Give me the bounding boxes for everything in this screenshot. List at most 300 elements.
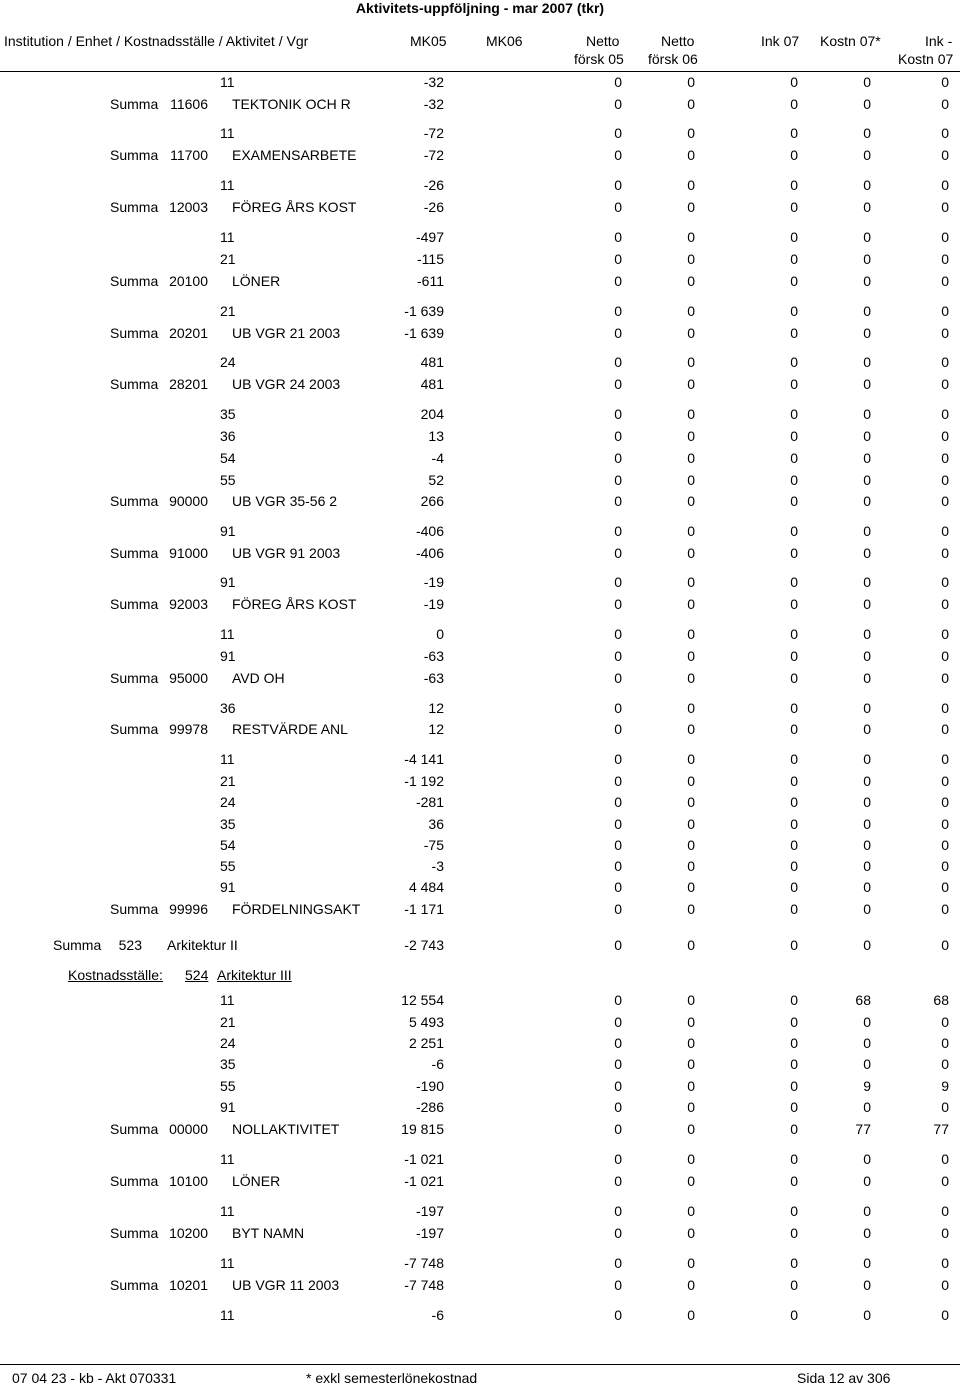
value-cell: 0	[863, 74, 871, 90]
value-cell: -197	[415, 1203, 444, 1219]
summa-label: Summa	[110, 96, 159, 112]
value-cell: 0	[863, 596, 871, 612]
table-row	[0, 645, 960, 667]
summa-name: UB VGR 21 2003	[232, 325, 341, 341]
vgr-code: 24	[220, 794, 236, 810]
value-cell: -72	[423, 125, 444, 141]
value-cell: 0	[790, 1151, 798, 1167]
table-row	[0, 122, 960, 144]
value-cell: 0	[941, 303, 949, 319]
table-row	[0, 1075, 960, 1097]
value-cell: 0	[687, 273, 695, 289]
value-cell: 0	[863, 1203, 871, 1219]
value-cell: 0	[790, 1307, 798, 1323]
value-cell: -63	[423, 670, 444, 686]
summa-row	[0, 1118, 960, 1140]
table-row	[0, 1096, 960, 1118]
value-cell: 0	[863, 901, 871, 917]
value-cell: 0	[863, 428, 871, 444]
header-kostn07: Kostn 07*	[820, 33, 881, 49]
table-row	[0, 989, 960, 1011]
value-cell: -190	[415, 1078, 444, 1094]
header-netto06: Netto	[661, 33, 695, 49]
value-cell: 481	[420, 376, 444, 392]
value-cell: 0	[790, 1255, 798, 1271]
value-cell: 0	[614, 1203, 622, 1219]
vgr-code: 21	[220, 1014, 236, 1030]
value-cell: 0	[614, 648, 622, 664]
value-cell: 52	[428, 472, 444, 488]
value-cell: 0	[614, 596, 622, 612]
value-cell: 0	[790, 1173, 798, 1189]
value-cell: 0	[614, 251, 622, 267]
value-cell: 0	[863, 125, 871, 141]
header-ink-minus: Ink -	[925, 33, 953, 49]
value-cell: 0	[687, 493, 695, 509]
value-cell: 0	[614, 74, 622, 90]
value-cell: -6	[431, 1307, 444, 1323]
vgr-code: 11	[220, 1307, 235, 1323]
value-cell: 0	[687, 1277, 695, 1293]
value-cell: -4 141	[404, 751, 444, 767]
value-cell: 0	[687, 472, 695, 488]
value-cell: 0	[614, 1307, 622, 1323]
value-cell: 0	[790, 1121, 798, 1137]
value-cell: 0	[863, 937, 871, 953]
value-cell: 0	[614, 937, 622, 953]
vgr-code: 91	[220, 648, 236, 664]
footer-left: 07 04 23 - kb - Akt 070331	[12, 1370, 177, 1386]
summa-row	[0, 1274, 960, 1296]
summa-label: Summa	[110, 596, 159, 612]
value-cell: 0	[790, 147, 798, 163]
value-cell: 68	[933, 992, 949, 1008]
value-cell: 0	[790, 700, 798, 716]
value-cell: 0	[790, 74, 798, 90]
value-cell: 0	[687, 428, 695, 444]
kostnadsstalle-number: 524	[185, 967, 209, 983]
value-cell: 0	[941, 376, 949, 392]
summa-number: 90000	[169, 493, 208, 509]
value-cell: 0	[790, 450, 798, 466]
value-cell: -72	[423, 147, 444, 163]
summa-number: 11606	[170, 96, 208, 112]
value-cell: 0	[614, 376, 622, 392]
value-cell: 0	[790, 376, 798, 392]
summa-name: TEKTONIK OCH R	[232, 96, 351, 112]
value-cell: 0	[941, 937, 949, 953]
value-cell: 0	[614, 721, 622, 737]
vgr-code: 11	[220, 751, 235, 767]
value-cell: 0	[863, 837, 871, 853]
vgr-code: 35	[220, 816, 236, 832]
value-cell: 0	[687, 992, 695, 1008]
value-cell: 12	[428, 700, 444, 716]
value-cell: 0	[863, 670, 871, 686]
value-cell: 2 251	[408, 1035, 444, 1051]
summa-row	[0, 93, 960, 115]
summa-row	[0, 1222, 960, 1244]
value-cell: 0	[863, 177, 871, 193]
value-cell: 0	[941, 147, 949, 163]
value-cell: 0	[941, 354, 949, 370]
value-cell: 0	[790, 1035, 798, 1051]
value-cell: 0	[863, 879, 871, 895]
value-cell: 0	[790, 96, 798, 112]
value-cell: 0	[614, 523, 622, 539]
summa-row	[0, 270, 960, 292]
value-cell: 77	[855, 1121, 871, 1137]
value-cell: 0	[687, 147, 695, 163]
summa-row	[0, 490, 960, 512]
table-row	[0, 1011, 960, 1033]
value-cell: 0	[790, 325, 798, 341]
value-cell: 5 493	[408, 1014, 444, 1030]
table-row	[0, 748, 960, 770]
summa-name: UB VGR 11 2003	[232, 1277, 340, 1293]
summa-row	[0, 144, 960, 166]
value-cell: 12 554	[401, 992, 444, 1008]
value-cell: -32	[423, 96, 444, 112]
value-cell: 0	[687, 670, 695, 686]
value-cell: 0	[687, 450, 695, 466]
value-cell: -286	[415, 1099, 444, 1115]
value-cell: 0	[687, 1035, 695, 1051]
table-row	[0, 425, 960, 447]
value-cell: 0	[790, 879, 798, 895]
value-cell: 0	[941, 901, 949, 917]
value-cell: 0	[614, 1078, 622, 1094]
value-cell: 0	[863, 1255, 871, 1271]
value-cell: 0	[941, 1035, 949, 1051]
table-row	[0, 1252, 960, 1274]
value-cell: -26	[423, 199, 444, 215]
value-cell: 0	[941, 96, 949, 112]
value-cell: 0	[614, 837, 622, 853]
value-cell: 0	[941, 493, 949, 509]
vgr-code: 21	[220, 303, 236, 319]
value-cell: 0	[790, 229, 798, 245]
value-cell: -1 639	[404, 325, 444, 341]
value-cell: 0	[687, 523, 695, 539]
value-cell: 0	[941, 858, 949, 874]
value-cell: 0	[687, 1121, 695, 1137]
vgr-code: 91	[220, 523, 236, 539]
value-cell: 0	[687, 1255, 695, 1271]
value-cell: 0	[687, 773, 695, 789]
value-cell: 9	[941, 1078, 949, 1094]
summa-number: 12003	[169, 199, 208, 215]
value-cell: 0	[790, 670, 798, 686]
table-row	[0, 71, 960, 93]
value-cell: -197	[415, 1225, 444, 1241]
vgr-code: 21	[220, 251, 236, 267]
value-cell: 0	[941, 1151, 949, 1167]
value-cell: 0	[863, 1307, 871, 1323]
value-cell: 0	[687, 626, 695, 642]
table-row	[0, 834, 960, 856]
summa-number: 20100	[169, 273, 208, 289]
value-cell: 0	[614, 354, 622, 370]
value-cell: 0	[941, 325, 949, 341]
value-cell: 0	[790, 1014, 798, 1030]
value-cell: 0	[941, 574, 949, 590]
value-cell: 0	[941, 273, 949, 289]
value-cell: 0	[687, 199, 695, 215]
table-row	[0, 623, 960, 645]
vgr-code: 55	[220, 1078, 236, 1094]
value-cell: 0	[863, 1173, 871, 1189]
vgr-code: 11	[220, 1203, 235, 1219]
value-cell: 0	[790, 1203, 798, 1219]
summa-number: 20201	[169, 325, 208, 341]
header-path: Institution / Enhet / Kostnadsställe / Aktivitet / Vgr	[4, 33, 309, 49]
kostnadsstalle-name: Arkitektur III	[217, 967, 292, 983]
table-row	[0, 469, 960, 491]
value-cell: -2 743	[404, 937, 444, 953]
value-cell: 0	[863, 794, 871, 810]
value-cell: 0	[863, 1014, 871, 1030]
summa-name: AVD OH	[232, 670, 285, 686]
value-cell: 0	[941, 700, 949, 716]
value-cell: 0	[863, 858, 871, 874]
value-cell: -63	[423, 648, 444, 664]
header-ink-minus-sub: Kostn 07	[898, 51, 954, 67]
summa-label: Summa	[110, 545, 159, 561]
value-cell: 0	[790, 1277, 798, 1293]
value-cell: 9	[863, 1078, 871, 1094]
value-cell: 0	[687, 1056, 695, 1072]
value-cell: 0	[614, 858, 622, 874]
value-cell: 0	[687, 325, 695, 341]
summa-label: Summa	[110, 199, 159, 215]
summa-label: Summa	[110, 147, 159, 163]
value-cell: 0	[941, 472, 949, 488]
summa-number: 10200	[169, 1225, 208, 1241]
value-cell: 0	[687, 1203, 695, 1219]
vgr-code: 35	[220, 406, 236, 422]
table-row	[0, 1304, 960, 1326]
summa-name: LÖNER	[232, 273, 281, 289]
value-cell: 0	[941, 545, 949, 561]
vgr-code: 91	[220, 1099, 236, 1115]
value-cell: 0	[614, 273, 622, 289]
table-row	[0, 813, 960, 835]
value-cell: 36	[428, 816, 444, 832]
value-cell: 0	[614, 96, 622, 112]
header-netto05-sub: försk 05	[574, 51, 624, 67]
vgr-code: 55	[220, 858, 236, 874]
value-cell: 0	[687, 1099, 695, 1115]
summa-number: 91000	[169, 545, 208, 561]
value-cell: 0	[790, 794, 798, 810]
value-cell: 0	[614, 1225, 622, 1241]
value-cell: 0	[687, 376, 695, 392]
value-cell: -281	[415, 794, 444, 810]
vgr-code: 11	[220, 74, 235, 90]
value-cell: 0	[614, 773, 622, 789]
table-row	[0, 1053, 960, 1075]
vgr-code: 54	[220, 450, 236, 466]
value-cell: 0	[941, 523, 949, 539]
summa-row	[0, 1170, 960, 1192]
value-cell: 0	[687, 1014, 695, 1030]
value-cell: 0	[863, 354, 871, 370]
table-row	[0, 520, 960, 542]
value-cell: 0	[614, 1173, 622, 1189]
value-cell: 0	[863, 1035, 871, 1051]
summa-name: RESTVÄRDE ANL	[232, 721, 348, 737]
footer-page: Sida 12 av 306	[797, 1370, 891, 1386]
value-cell: -1 639	[404, 303, 444, 319]
value-cell: 0	[941, 816, 949, 832]
value-cell: 0	[863, 773, 871, 789]
value-cell: 0	[687, 901, 695, 917]
value-cell: 0	[863, 545, 871, 561]
value-cell: 0	[790, 751, 798, 767]
value-cell: 0	[863, 229, 871, 245]
value-cell: 0	[687, 700, 695, 716]
value-cell: 0	[790, 1099, 798, 1115]
summa-row	[0, 667, 960, 689]
value-cell: 0	[614, 574, 622, 590]
value-cell: 0	[790, 545, 798, 561]
value-cell: 0	[863, 273, 871, 289]
summa-name: UB VGR 35-56 2	[232, 493, 338, 509]
value-cell: 0	[790, 858, 798, 874]
value-cell: 0	[863, 472, 871, 488]
value-cell: -1 021	[404, 1151, 444, 1167]
value-cell: 0	[614, 1277, 622, 1293]
value-cell: 0	[687, 879, 695, 895]
value-cell: 0	[941, 125, 949, 141]
value-cell: 0	[687, 1173, 695, 1189]
vgr-code: 24	[220, 1035, 236, 1051]
value-cell: 0	[790, 721, 798, 737]
value-cell: -32	[423, 74, 444, 90]
header-netto06-sub: försk 06	[648, 51, 698, 67]
table-row	[0, 447, 960, 469]
summa-row	[0, 373, 960, 395]
value-cell: 0	[687, 1307, 695, 1323]
value-cell: 0	[941, 229, 949, 245]
summa-number: 10201	[169, 1277, 208, 1293]
summa-label: Summa	[53, 937, 102, 953]
value-cell: 0	[863, 523, 871, 539]
value-cell: 0	[614, 992, 622, 1008]
value-cell: 0	[614, 125, 622, 141]
value-cell: 0	[941, 751, 949, 767]
value-cell: 0	[687, 125, 695, 141]
value-cell: 0	[790, 354, 798, 370]
summa-label: Summa	[110, 493, 159, 509]
table-row	[0, 1032, 960, 1054]
value-cell: 0	[941, 1056, 949, 1072]
table-row	[0, 1148, 960, 1170]
report-title: Aktivitets-uppföljning - mar 2007 (tkr)	[355, 0, 605, 16]
summa-row	[0, 593, 960, 615]
summa-row	[0, 718, 960, 740]
value-cell: 0	[941, 1307, 949, 1323]
value-cell: 0	[863, 251, 871, 267]
value-cell: 0	[687, 74, 695, 90]
summa-number: 11700	[170, 147, 208, 163]
value-cell: 0	[941, 648, 949, 664]
value-cell: 0	[614, 303, 622, 319]
summa-label: Summa	[110, 325, 159, 341]
kostnadsstalle-label: Kostnadsställe:	[68, 967, 163, 983]
summa-label: Summa	[110, 273, 159, 289]
summa-label: Summa	[110, 376, 159, 392]
value-cell: 0	[941, 251, 949, 267]
value-cell: 0	[614, 1035, 622, 1051]
value-cell: 0	[790, 406, 798, 422]
table-row	[0, 403, 960, 425]
value-cell: 0	[614, 879, 622, 895]
value-cell: 0	[790, 901, 798, 917]
value-cell: 0	[941, 721, 949, 737]
value-cell: 0	[863, 450, 871, 466]
value-cell: 0	[614, 1151, 622, 1167]
value-cell: 0	[790, 1056, 798, 1072]
summa-name: NOLLAKTIVITET	[232, 1121, 340, 1137]
value-cell: 0	[687, 816, 695, 832]
value-cell: 0	[614, 229, 622, 245]
value-cell: 0	[863, 700, 871, 716]
value-cell: 0	[863, 493, 871, 509]
value-cell: 0	[790, 648, 798, 664]
value-cell: 0	[687, 229, 695, 245]
value-cell: 0	[614, 545, 622, 561]
vgr-code: 11	[220, 229, 235, 245]
value-cell: 0	[941, 1014, 949, 1030]
footer-rule	[0, 1364, 960, 1365]
value-cell: 0	[614, 901, 622, 917]
value-cell: 0	[687, 794, 695, 810]
summa-name: Arkitektur II	[167, 937, 238, 953]
value-cell: 4 484	[408, 879, 444, 895]
value-cell: 481	[420, 354, 444, 370]
value-cell: 0	[941, 1203, 949, 1219]
summa-row	[0, 322, 960, 344]
vgr-code: 54	[220, 837, 236, 853]
summa-number: 95000	[169, 670, 208, 686]
value-cell: 0	[790, 251, 798, 267]
value-cell: -115	[417, 251, 444, 267]
value-cell: 0	[687, 721, 695, 737]
table-row	[0, 770, 960, 792]
table-row	[0, 791, 960, 813]
value-cell: 0	[614, 428, 622, 444]
value-cell: 0	[941, 773, 949, 789]
value-cell: 0	[687, 177, 695, 193]
value-cell: -7 748	[404, 1277, 444, 1293]
footer-center: * exkl semesterlönekostnad	[306, 1370, 478, 1386]
value-cell: 0	[863, 406, 871, 422]
summa-name: UB VGR 24 2003	[232, 376, 341, 392]
value-cell: 0	[790, 1225, 798, 1241]
value-cell: 0	[790, 1078, 798, 1094]
value-cell: 0	[687, 303, 695, 319]
summa-number: 28201	[169, 376, 208, 392]
value-cell: 0	[614, 794, 622, 810]
value-cell: 0	[863, 199, 871, 215]
summa-row	[0, 898, 960, 920]
vgr-code: 55	[220, 472, 236, 488]
summa-number: 99978	[169, 721, 208, 737]
value-cell: 0	[863, 147, 871, 163]
table-row	[0, 300, 960, 322]
